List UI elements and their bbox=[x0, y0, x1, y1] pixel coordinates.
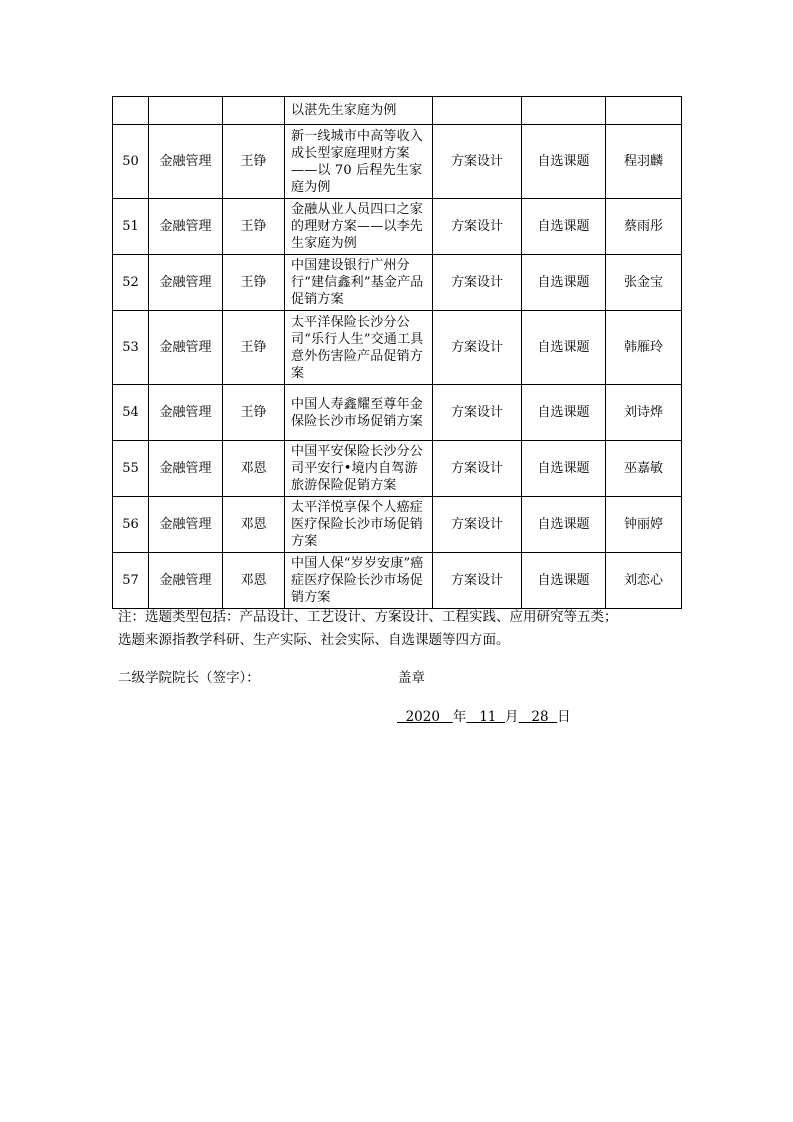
date-day: 28 bbox=[531, 709, 549, 725]
date-year-blank bbox=[397, 709, 453, 725]
cell-major: 金融管理 bbox=[149, 311, 223, 385]
table-row bbox=[113, 125, 682, 199]
cell-source: 自选课题 bbox=[522, 125, 606, 199]
cell-type: 方案设计 bbox=[433, 199, 522, 255]
cell-no: 57 bbox=[113, 553, 149, 609]
cell-major: 金融管理 bbox=[149, 441, 223, 497]
date-month: 11 bbox=[479, 709, 497, 725]
cell-source: 自选课题 bbox=[522, 553, 606, 609]
cell-no: 55 bbox=[113, 441, 149, 497]
cell-student: 巫嘉敏 bbox=[606, 441, 682, 497]
cell-source: 自选课题 bbox=[522, 497, 606, 553]
cell-type bbox=[433, 97, 522, 125]
cell-no: 54 bbox=[113, 385, 149, 441]
cell-no: 51 bbox=[113, 199, 149, 255]
cell-title: 太平洋悦享保个人癌症医疗保险长沙市场促销方案 bbox=[285, 497, 433, 553]
table-row bbox=[113, 385, 682, 441]
footnote bbox=[118, 606, 678, 652]
table-body bbox=[113, 97, 682, 609]
cell-title: 中国人寿鑫耀至尊年金保险长沙市场促销方案 bbox=[285, 385, 433, 441]
cell-major: 金融管理 bbox=[149, 497, 223, 553]
table-row bbox=[113, 311, 682, 385]
thesis-topic-table bbox=[112, 96, 682, 609]
cell-student bbox=[606, 97, 682, 125]
cell-teacher bbox=[223, 97, 285, 125]
date-month-unit: 月 bbox=[504, 709, 519, 725]
cell-type: 方案设计 bbox=[433, 125, 522, 199]
cell-teacher: 邓恩 bbox=[223, 553, 285, 609]
table-row bbox=[113, 441, 682, 497]
cell-type: 方案设计 bbox=[433, 497, 522, 553]
cell-student: 刘诗烨 bbox=[606, 385, 682, 441]
cell-teacher: 王铮 bbox=[223, 311, 285, 385]
cell-major: 金融管理 bbox=[149, 553, 223, 609]
cell-type: 方案设计 bbox=[433, 311, 522, 385]
cell-major: 金融管理 bbox=[149, 199, 223, 255]
cell-major: 金融管理 bbox=[149, 125, 223, 199]
cell-teacher: 王铮 bbox=[223, 385, 285, 441]
date-year: 2020 bbox=[405, 709, 440, 725]
table-row bbox=[113, 497, 682, 553]
table-row bbox=[113, 97, 682, 125]
cell-no: 50 bbox=[113, 125, 149, 199]
cell-student: 程羽麟 bbox=[606, 125, 682, 199]
cell-major: 金融管理 bbox=[149, 385, 223, 441]
footnote-line-topic-types: 注：选题类型包括：产品设计、工艺设计、方案设计、工程实践、应用研究等五类； bbox=[118, 609, 618, 625]
cell-teacher: 王铮 bbox=[223, 125, 285, 199]
date-line bbox=[397, 705, 571, 725]
cell-title: 以湛先生家庭为例 bbox=[285, 97, 433, 125]
date-day-unit: 日 bbox=[557, 709, 571, 725]
cell-source: 自选课题 bbox=[522, 199, 606, 255]
footnote-line-topic-sources: 选题来源指教学科研、生产实际、社会实际、自选课题等四方面。 bbox=[118, 632, 510, 648]
cell-student: 蔡雨彤 bbox=[606, 199, 682, 255]
table-row bbox=[113, 199, 682, 255]
cell-teacher: 王铮 bbox=[223, 255, 285, 311]
cell-title: 中国建设银行广州分行“建信鑫利”基金产品促销方案 bbox=[285, 255, 433, 311]
cell-no: 52 bbox=[113, 255, 149, 311]
cell-title: 太平洋保险长沙分公司“乐行人生”交通工具意外伤害险产品促销方案 bbox=[285, 311, 433, 385]
cell-title: 新一线城市中高等收入成长型家庭理财方案——以 70 后程先生家庭为例 bbox=[285, 125, 433, 199]
date-day-blank bbox=[518, 709, 557, 725]
table-row bbox=[113, 255, 682, 311]
date-month-blank bbox=[466, 709, 505, 725]
cell-type: 方案设计 bbox=[433, 553, 522, 609]
cell-no: 53 bbox=[113, 311, 149, 385]
cell-student: 张金宝 bbox=[606, 255, 682, 311]
cell-major bbox=[149, 97, 223, 125]
cell-type: 方案设计 bbox=[433, 441, 522, 497]
cell-teacher: 邓恩 bbox=[223, 497, 285, 553]
cell-source: 自选课题 bbox=[522, 311, 606, 385]
cell-no bbox=[113, 97, 149, 125]
cell-student: 韩雁玲 bbox=[606, 311, 682, 385]
cell-source bbox=[522, 97, 606, 125]
cell-source: 自选课题 bbox=[522, 441, 606, 497]
cell-title: 金融从业人员四口之家的理财方案——以李先生家庭为例 bbox=[285, 199, 433, 255]
cell-no: 56 bbox=[113, 497, 149, 553]
cell-student: 钟丽婷 bbox=[606, 497, 682, 553]
cell-type: 方案设计 bbox=[433, 385, 522, 441]
cell-major: 金融管理 bbox=[149, 255, 223, 311]
cell-teacher: 邓恩 bbox=[223, 441, 285, 497]
date-year-unit: 年 bbox=[452, 709, 467, 725]
cell-source: 自选课题 bbox=[522, 385, 606, 441]
cell-student: 刘恋心 bbox=[606, 553, 682, 609]
cell-source: 自选课题 bbox=[522, 255, 606, 311]
seal-label: 盖章 bbox=[398, 670, 425, 686]
table-row bbox=[113, 553, 682, 609]
cell-title: 中国人保“岁岁安康”癌症医疗保险长沙市场促销方案 bbox=[285, 553, 433, 609]
cell-type: 方案设计 bbox=[433, 255, 522, 311]
cell-title: 中国平安保险长沙分公司平安行•境内自驾游旅游保险促销方案 bbox=[285, 441, 433, 497]
dean-signature-label: 二级学院院长（签字）： bbox=[118, 670, 260, 686]
cell-teacher: 王铮 bbox=[223, 199, 285, 255]
